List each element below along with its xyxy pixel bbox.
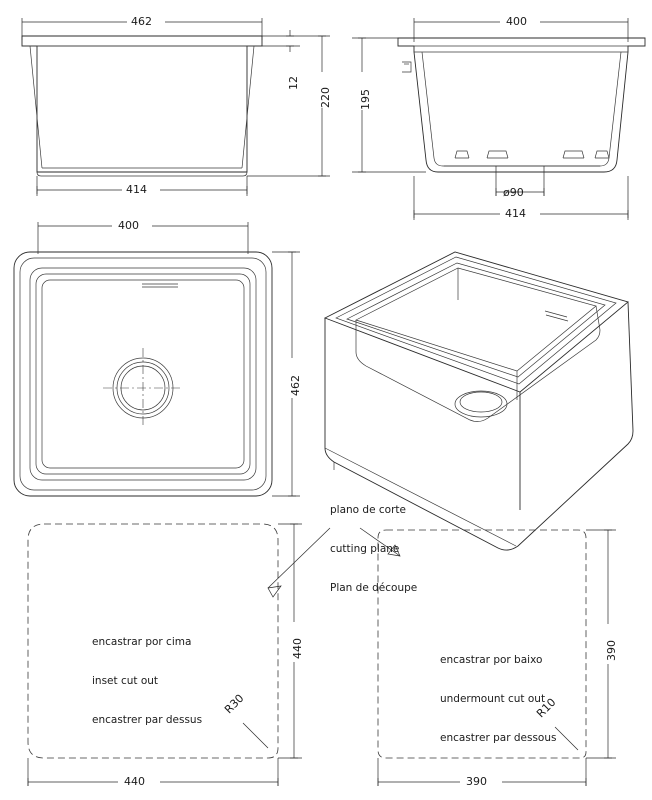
dim-drain-diameter: ø90 [503,186,524,199]
dim-inset-cutout-width: 440 [124,775,145,788]
dim-undermount-cutout-height: 390 [605,640,618,661]
dim-plan-width: 400 [118,219,139,232]
undermount-cutout-line-en: undermount cut out [440,693,546,705]
top-plan-view [14,222,300,496]
dim-rim-thickness: 12 [287,76,300,90]
dim-side-top-width: 400 [506,15,527,28]
side-elevation-view [352,18,645,220]
inset-cutout-label [92,610,202,753]
undermount-cutout-line-pt: encastrar por baixo [440,654,543,666]
cutting-plane-callout [330,478,417,621]
cutting-plane-line-en: cutting plane [330,543,400,555]
dim-plan-height: 462 [289,375,302,396]
inset-cutout-line-fr: encastrer par dessus [92,714,203,726]
dim-undermount-cutout-width: 390 [466,775,487,788]
dim-overall-height: 220 [319,87,332,108]
front-elevation-view [22,18,330,196]
cutting-plane-line-fr: Plan de découpe [330,582,418,594]
dim-side-height: 195 [359,89,372,110]
undermount-cutout-line-fr: encastrer par dessous [440,732,557,744]
dim-inset-corner-radius: R30 [222,691,247,717]
dim-front-top-width: 462 [131,15,152,28]
inset-cutout-line-pt: encastrar por cima [92,636,192,648]
dim-side-bottom-width: 414 [505,207,526,220]
undermount-cutout-label [440,628,559,771]
cutting-plane-line-pt: plano de corte [330,504,406,516]
dim-undermount-corner-radius: R10 [534,695,559,721]
dim-front-bottom-width: 414 [126,183,147,196]
dim-inset-cutout-height: 440 [291,638,304,659]
inset-cutout-line-en: inset cut out [92,675,159,687]
